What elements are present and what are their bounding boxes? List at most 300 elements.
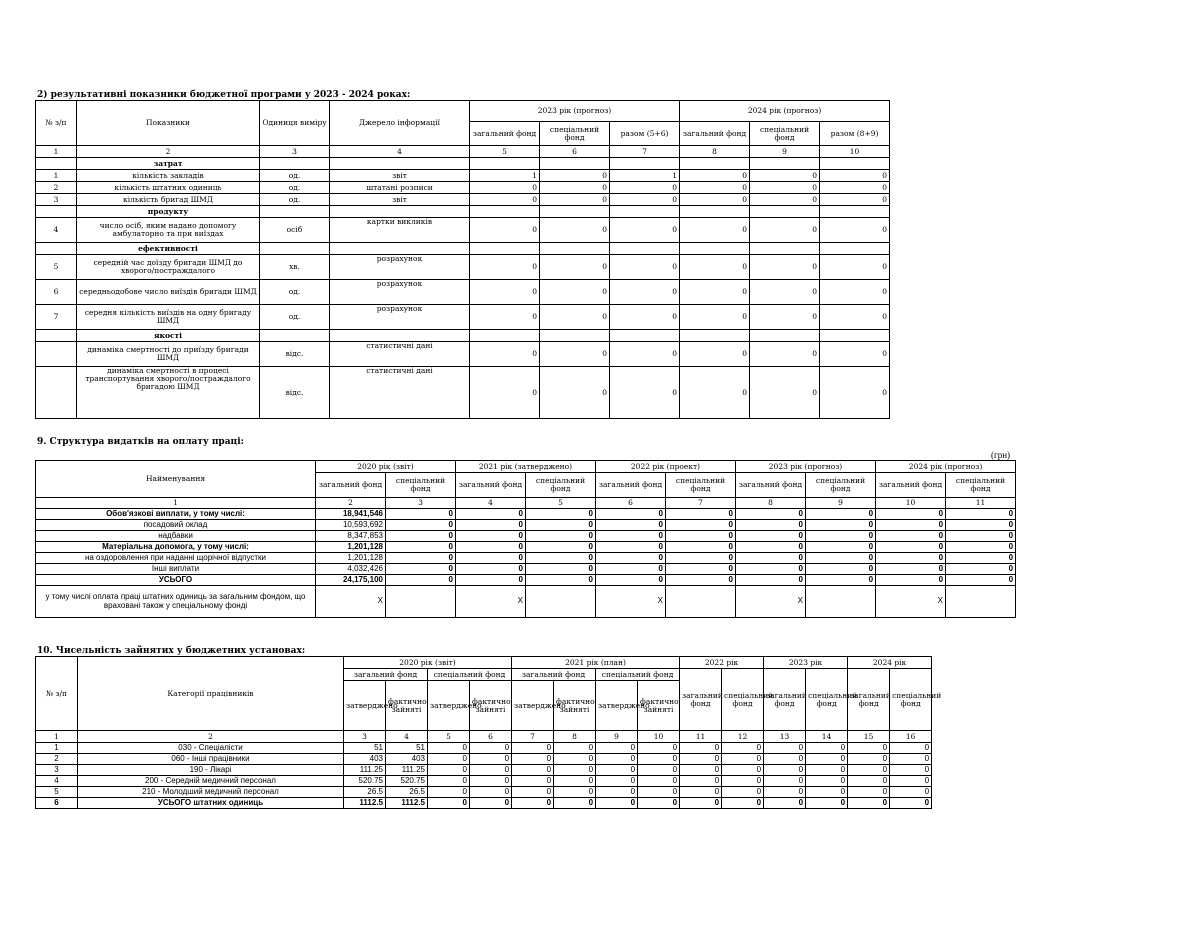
cell-value: 0 (470, 218, 540, 243)
header-general-fund: загальний фонд (680, 669, 722, 731)
group-row (36, 206, 890, 218)
cell-value: 0 (638, 743, 680, 754)
row-unit: од. (260, 194, 330, 206)
column-number: 15 (848, 731, 890, 743)
column-number: 2 (78, 731, 344, 743)
cell-value: 0 (428, 754, 470, 765)
cell-value: 0 (512, 754, 554, 765)
cell-value: 0 (946, 509, 1016, 520)
cell-value: 0 (610, 305, 680, 330)
group-row (36, 158, 890, 170)
cell-value (386, 586, 456, 618)
cell-value: 0 (526, 564, 596, 575)
table-row (36, 754, 932, 765)
row-unit: відс. (260, 342, 330, 367)
header-indicators: Показники (77, 101, 260, 146)
header-year-2021: 2021 рік (план) (512, 657, 680, 669)
cell-value: 0 (470, 743, 512, 754)
table-row (36, 218, 890, 243)
cell-value: 51 (386, 743, 428, 754)
group-row (36, 330, 890, 342)
row-num: 4 (36, 776, 78, 787)
row-num: 4 (36, 218, 77, 243)
row-name: посадовий оклад (36, 520, 316, 531)
column-number: 2 (316, 498, 386, 509)
cell-value: 0 (554, 765, 596, 776)
row-source: звіт (330, 194, 470, 206)
group-label-quality: якості (77, 330, 260, 342)
cell-value: 0 (806, 575, 876, 586)
header-general-fund: загальний фонд (456, 473, 526, 498)
cell-value: 0 (680, 787, 722, 798)
row-unit: од. (260, 280, 330, 305)
cell-value: 26.5 (386, 787, 428, 798)
table-row (36, 531, 1016, 542)
cell-value: 520.75 (386, 776, 428, 787)
cell-value: 0 (610, 342, 680, 367)
header-unit: Одиниця виміру (260, 101, 330, 146)
cell-value: 0 (946, 564, 1016, 575)
header-general-fund: загальний фонд (848, 669, 890, 731)
cell-value: 0 (890, 798, 932, 809)
cell-value: 111.25 (386, 765, 428, 776)
header-year-2024: 2024 рік (848, 657, 932, 669)
cell-value: 0 (540, 342, 610, 367)
header-num: № з/п (36, 657, 78, 731)
cell-value: 0 (554, 743, 596, 754)
cell-value: 0 (680, 194, 750, 206)
section-title-wage-structure: 9. Структура видатків на оплату праці: (37, 437, 244, 447)
cell-value: 0 (512, 787, 554, 798)
cell-value: 0 (680, 305, 750, 330)
column-number: 2 (77, 146, 260, 158)
cell-value: 0 (820, 218, 890, 243)
table-row-total (36, 575, 1016, 586)
row-num: 6 (36, 280, 77, 305)
cell-value: 0 (820, 367, 890, 419)
cell-value: 0 (540, 170, 610, 182)
group-label-costs: затрат (77, 158, 260, 170)
cell-value: 0 (806, 509, 876, 520)
header-approved: затверджено (344, 681, 386, 731)
row-name: на оздоровлення при наданні щорічної відпустки (36, 553, 316, 564)
header-general-fund: загальний фонд (344, 669, 428, 681)
row-name: УСЬОГО штатних одиниць (78, 798, 344, 809)
header-approved: затверджено (596, 681, 638, 731)
cell-value: 0 (890, 787, 932, 798)
row-num: 3 (36, 194, 77, 206)
cell-value: 0 (736, 564, 806, 575)
cell-value: 0 (456, 531, 526, 542)
table-row (36, 743, 932, 754)
cell-value: 0 (456, 553, 526, 564)
header-year-2023: 2023 рік (764, 657, 848, 669)
header-year: 2021 рік (затверджено) (456, 461, 596, 473)
cell-value: 0 (428, 776, 470, 787)
cell-value: 0 (638, 798, 680, 809)
column-number: 6 (470, 731, 512, 743)
cell-value: 0 (680, 182, 750, 194)
table-row (36, 765, 932, 776)
row-num: 7 (36, 305, 77, 330)
cell-value: 0 (876, 564, 946, 575)
cell-value: 0 (680, 170, 750, 182)
row-num: 2 (36, 754, 78, 765)
column-number: 11 (946, 498, 1016, 509)
header-special-fund: спеціальний фонд (806, 669, 848, 731)
row-name: УСЬОГО (36, 575, 316, 586)
cell-value: 0 (526, 531, 596, 542)
cell-value: 0 (722, 765, 764, 776)
cell-value: 0 (876, 531, 946, 542)
header-special-fund: спеціальний фонд (666, 473, 736, 498)
cell-value: 0 (848, 743, 890, 754)
cell-value: 0 (806, 564, 876, 575)
cell-value: 26.5 (344, 787, 386, 798)
table-row (36, 342, 890, 367)
row-source: звіт (330, 170, 470, 182)
cell-value: 0 (428, 798, 470, 809)
header-year: 2023 рік (прогноз) (736, 461, 876, 473)
row-name: динаміка смертності в процесі транспортування хворого/постраждалого бригадою ШМД (77, 367, 260, 419)
group-label-efficiency: ефективності (77, 243, 260, 255)
header-approved: затверджено (428, 681, 470, 731)
header-special-fund: спеціальний фонд (806, 473, 876, 498)
cell-value: X (456, 586, 526, 618)
cell-value: 0 (386, 542, 456, 553)
header-special-fund: спеціальний фонд (890, 669, 932, 731)
cell-value: 0 (512, 776, 554, 787)
cell-value: 51 (344, 743, 386, 754)
table-row (36, 520, 1016, 531)
cell-value: 0 (820, 182, 890, 194)
row-unit: хв. (260, 255, 330, 280)
column-number-row (36, 731, 932, 743)
cell-value: 0 (386, 531, 456, 542)
row-name: динаміка смертності до приїзду бригади ШМД (77, 342, 260, 367)
row-name: у тому числі оплата праці штатних одиниць за загальним фондом, що враховані також у спеціальному фонді (36, 586, 316, 618)
row-unit: осіб (260, 218, 330, 243)
column-number: 8 (680, 146, 750, 158)
cell-value: 0 (750, 342, 820, 367)
cell-value: 0 (848, 787, 890, 798)
header-year: 2024 рік (прогноз) (876, 461, 1016, 473)
cell-value: 0 (806, 520, 876, 531)
cell-value: 0 (554, 787, 596, 798)
column-number: 3 (260, 146, 330, 158)
row-source: розрахунок (330, 305, 470, 330)
row-num: 2 (36, 182, 77, 194)
cell-value: 0 (666, 542, 736, 553)
cell-value: 0 (750, 218, 820, 243)
cell-value: 0 (750, 280, 820, 305)
column-number: 12 (722, 731, 764, 743)
cell-value: 0 (386, 575, 456, 586)
header-year-2023: 2023 рік (прогноз) (470, 101, 680, 122)
cell-value: 111.25 (344, 765, 386, 776)
cell-value: 0 (820, 305, 890, 330)
column-number: 6 (540, 146, 610, 158)
column-number: 10 (820, 146, 890, 158)
cell-value: 0 (876, 575, 946, 586)
cell-value: 0 (736, 553, 806, 564)
cell-value: 0 (764, 798, 806, 809)
cell-value: 0 (638, 776, 680, 787)
cell-value (946, 586, 1016, 618)
cell-value: 0 (680, 342, 750, 367)
cell-value: 0 (456, 575, 526, 586)
table-row-total (36, 798, 932, 809)
row-unit: од. (260, 305, 330, 330)
row-unit: од. (260, 170, 330, 182)
cell-value: 0 (722, 787, 764, 798)
row-unit: відс. (260, 367, 330, 419)
row-source: розрахунок (330, 280, 470, 305)
header-year-2022: 2022 рік (680, 657, 764, 669)
table-row (36, 305, 890, 330)
cell-value: 0 (456, 564, 526, 575)
cell-value: 0 (680, 798, 722, 809)
cell-value: 0 (890, 754, 932, 765)
cell-value: 0 (876, 542, 946, 553)
column-number: 13 (764, 731, 806, 743)
column-number: 1 (36, 146, 77, 158)
header-general-fund: загальний фонд (876, 473, 946, 498)
cell-value: 0 (848, 754, 890, 765)
header-num: № з/п (36, 101, 77, 146)
cell-value: 0 (470, 342, 540, 367)
cell-value: 0 (596, 509, 666, 520)
header-actual: фактично зайняті (386, 681, 428, 731)
header-special-fund: спеціальний фонд (526, 473, 596, 498)
cell-value: 0 (680, 776, 722, 787)
cell-value: 0 (680, 754, 722, 765)
row-num: 5 (36, 255, 77, 280)
cell-value: 0 (610, 218, 680, 243)
cell-value: 0 (876, 553, 946, 564)
header-general-fund: загальний фонд (736, 473, 806, 498)
cell-value: 0 (806, 754, 848, 765)
cell-value: 0 (736, 531, 806, 542)
cell-value: 0 (820, 280, 890, 305)
cell-value: 1112.5 (344, 798, 386, 809)
cell-value: 0 (806, 743, 848, 754)
cell-value: 0 (764, 754, 806, 765)
table-row (36, 255, 890, 280)
cell-value: 0 (512, 743, 554, 754)
cell-value: 0 (820, 255, 890, 280)
cell-value: 0 (736, 542, 806, 553)
cell-value: 0 (680, 765, 722, 776)
row-name: 060 - Інші працівники (78, 754, 344, 765)
header-special-fund: спеціальний фонд (750, 122, 820, 146)
cell-value: 0 (596, 542, 666, 553)
row-name: 200 - Середній медичний персонал (78, 776, 344, 787)
cell-value: 0 (666, 575, 736, 586)
row-name: 210 - Молодший медичний персонал (78, 787, 344, 798)
cell-value: 0 (554, 776, 596, 787)
cell-value: 0 (638, 787, 680, 798)
cell-value: 0 (428, 787, 470, 798)
column-number: 3 (344, 731, 386, 743)
header-special-fund: спеціальний фонд (540, 122, 610, 146)
cell-value: 0 (610, 255, 680, 280)
employees-table (35, 656, 942, 809)
cell-value: 0 (820, 194, 890, 206)
cell-value: 0 (540, 305, 610, 330)
cell-value: X (736, 586, 806, 618)
cell-value: 0 (680, 255, 750, 280)
cell-value: 1 (610, 170, 680, 182)
cell-value: 0 (806, 765, 848, 776)
table-row (36, 182, 890, 194)
cell-value: 0 (470, 367, 540, 419)
cell-value: 0 (386, 520, 456, 531)
cell-value: 0 (554, 754, 596, 765)
cell-value: 0 (610, 280, 680, 305)
cell-value: 0 (848, 765, 890, 776)
column-number: 10 (876, 498, 946, 509)
cell-value: 1 (470, 170, 540, 182)
header-year: 2020 рік (звіт) (316, 461, 456, 473)
cell-value: 0 (540, 194, 610, 206)
cell-value: 0 (946, 520, 1016, 531)
column-number: 1 (36, 731, 78, 743)
group-label-product: продукту (77, 206, 260, 218)
header-special-fund: спеціальний фонд (596, 669, 680, 681)
table-row (36, 280, 890, 305)
cell-value: 0 (428, 743, 470, 754)
cell-value: 0 (946, 553, 1016, 564)
column-number: 7 (666, 498, 736, 509)
cell-value: 0 (722, 754, 764, 765)
cell-value: 0 (596, 776, 638, 787)
row-source: картки викликів (330, 218, 470, 243)
cell-value: 0 (764, 743, 806, 754)
row-num: 6 (36, 798, 78, 809)
cell-value: 0 (666, 564, 736, 575)
cell-value: 0 (848, 798, 890, 809)
header-general-fund: загальний фонд (680, 122, 750, 146)
cell-value: 0 (806, 798, 848, 809)
cell-value: 0 (890, 743, 932, 754)
row-name: середня кількість виїздів на одну бригаду ШМД (77, 305, 260, 330)
cell-value: 0 (750, 367, 820, 419)
header-general-fund: загальний фонд (470, 122, 540, 146)
cell-value: 1,201,128 (316, 542, 386, 553)
cell-value: 24,175,100 (316, 575, 386, 586)
table-row (36, 542, 1016, 553)
column-number: 4 (330, 146, 470, 158)
header-sum-2024: разом (8+9) (820, 122, 890, 146)
cell-value: 0 (890, 776, 932, 787)
cell-value: 0 (386, 509, 456, 520)
column-number: 10 (638, 731, 680, 743)
cell-value: 0 (680, 280, 750, 305)
cell-value: 0 (470, 798, 512, 809)
table-row (36, 787, 932, 798)
cell-value: 0 (736, 509, 806, 520)
row-name: надбавки (36, 531, 316, 542)
cell-value: 0 (470, 194, 540, 206)
cell-value: 0 (540, 255, 610, 280)
header-actual: фактично зайняті (638, 681, 680, 731)
column-number: 9 (750, 146, 820, 158)
column-number: 1 (36, 498, 316, 509)
header-general-fund: загальний фонд (596, 473, 666, 498)
cell-value: 0 (736, 575, 806, 586)
row-num: 1 (36, 170, 77, 182)
column-number: 9 (596, 731, 638, 743)
column-number-row (36, 146, 890, 158)
column-number: 16 (890, 731, 932, 743)
header-special-fund: спеціальний фонд (386, 473, 456, 498)
cell-value: 0 (764, 765, 806, 776)
column-number: 6 (596, 498, 666, 509)
cell-value (806, 586, 876, 618)
cell-value: 0 (946, 575, 1016, 586)
header-sum-2023: разом (5+6) (610, 122, 680, 146)
cell-value: 0 (526, 553, 596, 564)
header-actual: фактично зайняті (470, 681, 512, 731)
section-title-performance-indicators: 2) результативні показники бюджетної програми у 2023 - 2024 роках: (37, 90, 411, 100)
header-category: Категорії працівників (78, 657, 344, 731)
row-num: 3 (36, 765, 78, 776)
cell-value: 0 (596, 765, 638, 776)
column-number: 7 (610, 146, 680, 158)
cell-value: 0 (610, 367, 680, 419)
cell-value: 403 (386, 754, 428, 765)
cell-value: 0 (596, 520, 666, 531)
table-row (36, 509, 1016, 520)
cell-value: 0 (750, 255, 820, 280)
cell-value: 0 (876, 509, 946, 520)
header-special-fund: спеціальний фонд (722, 669, 764, 731)
cell-value: 0 (596, 531, 666, 542)
cell-value: 0 (820, 170, 890, 182)
column-number: 4 (456, 498, 526, 509)
row-source: штатані розписи (330, 182, 470, 194)
row-num (36, 367, 77, 419)
row-unit: од. (260, 182, 330, 194)
cell-value: 0 (722, 798, 764, 809)
cell-value: 0 (638, 765, 680, 776)
cell-value: 0 (596, 798, 638, 809)
column-number: 5 (470, 146, 540, 158)
row-name: середньодобове число виїздів бригади ШМД (77, 280, 260, 305)
header-year: 2022 рік (проект) (596, 461, 736, 473)
cell-value: 403 (344, 754, 386, 765)
cell-value: 0 (470, 255, 540, 280)
header-special-fund: спеціальний фонд (946, 473, 1016, 498)
cell-value: 0 (680, 218, 750, 243)
cell-value: 0 (540, 280, 610, 305)
header-general-fund: загальний фонд (512, 669, 596, 681)
cell-value: 0 (820, 342, 890, 367)
header-actual: фактично зайняті (554, 681, 596, 731)
section-title-employees: 10. Чисельність зайнятих у бюджетних установах: (37, 646, 306, 656)
row-name: 030 - Спеціалісти (78, 743, 344, 754)
header-source: Джерело інформації (330, 101, 470, 146)
cell-value: 0 (666, 531, 736, 542)
cell-value: 0 (764, 776, 806, 787)
cell-value: 0 (806, 553, 876, 564)
cell-value: 8,347,853 (316, 531, 386, 542)
cell-value: 0 (680, 367, 750, 419)
cell-value: 0 (596, 553, 666, 564)
cell-value: 0 (386, 564, 456, 575)
cell-value: 0 (456, 520, 526, 531)
